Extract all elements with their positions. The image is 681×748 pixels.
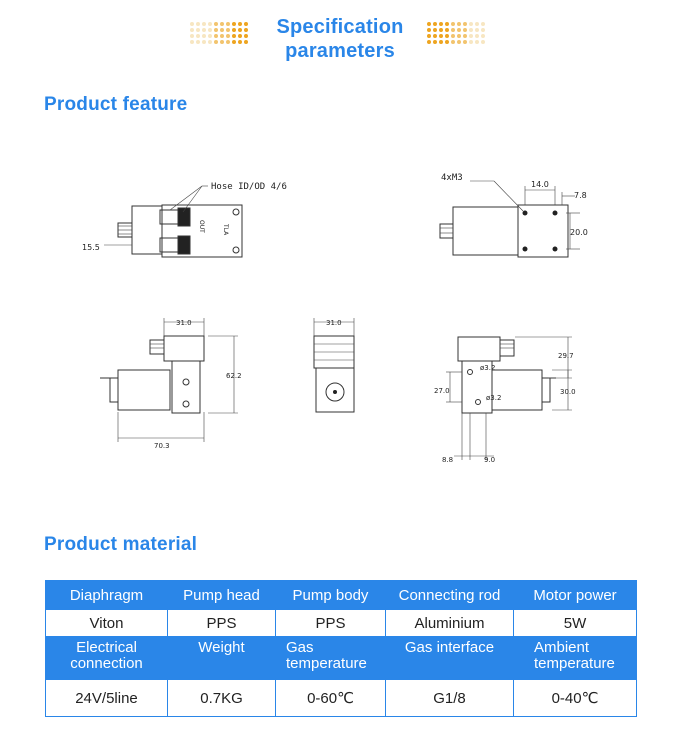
table-cell: Aluminium <box>386 610 514 637</box>
svg-text:TLA: TLA <box>222 224 229 236</box>
material-table <box>45 580 637 717</box>
header-line: temperature <box>286 655 367 672</box>
pump-end-view <box>314 318 354 412</box>
pump-side-view-mount <box>440 173 588 257</box>
table-cell: PPS <box>276 610 386 637</box>
header-cell <box>514 637 637 680</box>
pump-rear-view <box>434 337 576 464</box>
mount-label: 4xM3 <box>441 173 463 183</box>
dim-14-0: 14.0 <box>531 180 549 189</box>
dim-31-0-b: 31.0 <box>326 319 342 327</box>
header-cell: Motor power <box>514 581 637 610</box>
dim-7-8: 7.8 <box>574 191 587 200</box>
table-cell: Viton <box>46 610 168 637</box>
header-cell: Diaphragm <box>46 581 168 610</box>
page-title-line2: parameters <box>285 40 395 62</box>
svg-text:OUT: OUT <box>198 220 205 233</box>
hose-label: Hose ID/OD 4/6 <box>211 182 287 192</box>
header-cell <box>46 637 168 680</box>
section-title-feature: Product feature <box>44 94 188 115</box>
dim-30-0: 30.0 <box>560 388 576 396</box>
table-header-row <box>46 637 637 680</box>
table-row <box>46 610 637 637</box>
header-line: Gas <box>286 639 314 656</box>
dim-31-0-a: 31.0 <box>176 319 192 327</box>
table-cell: 24V/5line <box>46 680 168 717</box>
dim-phi-3-2-a: ø3.2 <box>480 364 496 372</box>
table-row <box>46 680 637 717</box>
pump-front-view <box>100 318 242 450</box>
dim-20-0: 20.0 <box>570 228 588 237</box>
table-cell: G1/8 <box>386 680 514 717</box>
table-cell: 0-60℃ <box>276 680 386 717</box>
dim-15-5: 15.5 <box>82 243 100 252</box>
dim-phi-3-2-b: ø3.2 <box>486 394 502 402</box>
header-line: temperature <box>534 655 615 672</box>
section-title-material: Product material <box>44 534 198 555</box>
pump-top-view <box>82 182 287 257</box>
header-line: Weight <box>198 639 245 656</box>
table-cell: PPS <box>168 610 276 637</box>
header-cell <box>168 637 276 680</box>
header-cell: Connecting rod <box>386 581 514 610</box>
header-cell <box>276 637 386 680</box>
header-line: Electrical <box>76 639 137 656</box>
table-cell: 0.7KG <box>168 680 276 717</box>
dim-62-2: 62.2 <box>226 372 242 380</box>
header-line: connection <box>70 655 143 672</box>
header-cell: Pump body <box>276 581 386 610</box>
dim-29-7: 29.7 <box>558 352 574 360</box>
dim-8-8: 8.8 <box>442 456 454 464</box>
table-cell: 0-40℃ <box>514 680 637 717</box>
dim-9-0: 9.0 <box>484 456 496 464</box>
header-cell <box>386 637 514 680</box>
dim-70-3: 70.3 <box>154 442 170 450</box>
header-cell: Pump head <box>168 581 276 610</box>
page-title-line1: Specification <box>276 16 404 38</box>
table-header-row <box>46 581 637 610</box>
header-line: Ambient <box>534 639 590 656</box>
header-line: Gas interface <box>404 639 495 656</box>
table-cell: 5W <box>514 610 637 637</box>
dim-27-0: 27.0 <box>434 387 450 395</box>
